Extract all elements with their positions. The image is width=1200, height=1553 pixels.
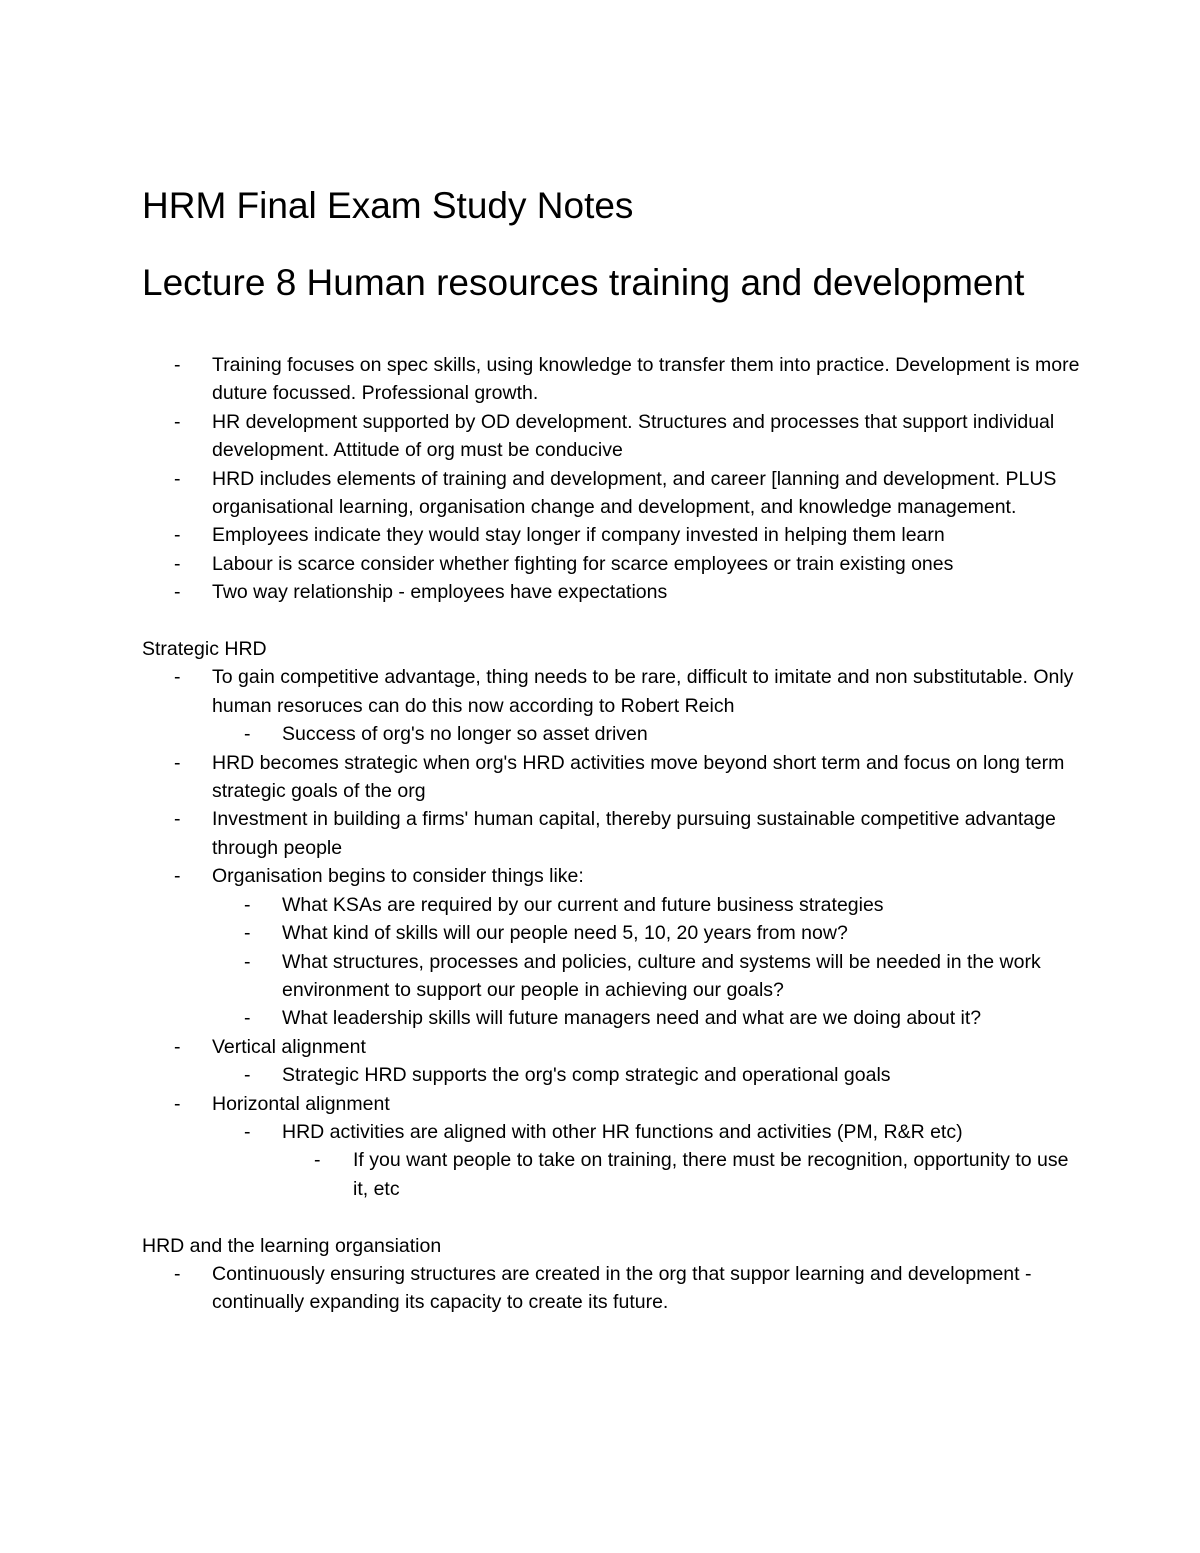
- list-item-text: Continuously ensuring structures are created in the org that suppor learning and development - continually expanding its capacity to create its future.: [212, 1262, 1032, 1314]
- list-item-text: Two way relationship - employees have expectations: [212, 581, 668, 604]
- bullet-dash: -: [174, 1092, 181, 1115]
- bullet-dash: -: [174, 467, 181, 490]
- list-item: [142, 578, 1082, 606]
- list-item: [142, 1061, 1082, 1089]
- list-item: [142, 521, 1082, 549]
- strategic-hrd-bullet-list: [142, 663, 1082, 1203]
- list-item-text: What structures, processes and policies, culture and systems will be needed in the work environment to support our people in achieving our goals?: [282, 950, 1041, 1001]
- list-item-text: HRD activities are aligned with other HR functions and activities (PM, R&R etc): [282, 1120, 963, 1143]
- bullet-dash: -: [174, 1262, 181, 1285]
- list-item-text: To gain competitive advantage, thing needs to be rare, difficult to imitate and non substitutable. Only human resoruces can do this now according to Robert Reich: [212, 666, 1074, 717]
- list-item: [142, 1033, 1082, 1061]
- list-item-text: HR development supported by OD development. Structures and processes that support individual development. Attitude of org must be conducive: [212, 410, 1055, 462]
- list-item-text: Organisation begins to consider things like:: [212, 865, 584, 888]
- bullet-dash: -: [174, 581, 181, 604]
- list-item-text: What KSAs are required by our current and future business strategies: [282, 893, 884, 916]
- list-item-text: What leadership skills will future managers need and what are we doing about it?: [282, 1007, 982, 1030]
- list-item-text: Strategic HRD supports the org's comp strategic and operational goals: [282, 1064, 891, 1087]
- bullet-dash: -: [244, 893, 251, 916]
- section-heading-learning-organisation: HRD and the learning organsiation: [142, 1234, 442, 1257]
- bullet-dash: -: [174, 354, 181, 376]
- list-item: [142, 351, 1082, 408]
- bullet-dash: -: [244, 1120, 251, 1143]
- bullet-dash: -: [244, 723, 251, 746]
- list-item: [142, 919, 1082, 947]
- bullet-dash: -: [244, 1007, 251, 1030]
- list-item: [142, 465, 1082, 522]
- list-item: [142, 1146, 1082, 1203]
- list-item-text: HRD includes elements of training and development, and career [lanning and development. PLUS organisational learning, organisation change and development, and knowledge management.: [212, 467, 1057, 519]
- bullet-dash: -: [244, 950, 251, 973]
- bullet-dash: -: [244, 1064, 251, 1087]
- section-heading-strategic-hrd: Strategic HRD: [142, 638, 267, 661]
- list-item-text: Labour is scarce consider whether fighting for scarce employees or train existing ones: [212, 552, 954, 575]
- list-item: [142, 805, 1082, 862]
- bullet-dash: -: [174, 552, 181, 575]
- list-item: [142, 948, 1082, 1005]
- bullet-dash: -: [174, 808, 181, 831]
- bullet-dash: -: [174, 1035, 181, 1058]
- bullet-dash: -: [174, 865, 181, 888]
- list-item: [142, 550, 1082, 578]
- list-item-text: Horizontal alignment: [212, 1092, 390, 1115]
- list-item-text: HRD becomes strategic when org's HRD activities move beyond short term and focus on long term strategic goals of the org: [212, 751, 1065, 803]
- list-item: [142, 1004, 1082, 1032]
- bullet-dash: -: [174, 666, 181, 689]
- list-item-text: If you want people to take on training, there must be recognition, opportunity to use it, etc: [353, 1149, 1069, 1200]
- bullet-dash: -: [174, 524, 181, 547]
- list-item: [142, 1118, 1082, 1146]
- list-item-text: Investment in building a firms' human capital, thereby pursuing sustainable competitive advantage through people: [212, 808, 1056, 859]
- list-item-text: Success of org's no longer so asset driven: [282, 723, 648, 746]
- bullet-dash: -: [244, 922, 251, 945]
- intro-bullet-list: [142, 351, 1082, 607]
- learning-organisation-bullet-list: [142, 1260, 1082, 1317]
- list-item-text: Training focuses on spec skills, using knowledge to transfer them into practice. Development is more duture focussed. Professional growth.: [212, 354, 1080, 405]
- document-page: [142, 180, 1082, 1317]
- list-item: [142, 1090, 1082, 1118]
- bullet-dash: -: [174, 410, 181, 433]
- list-item: [142, 408, 1082, 465]
- list-item: [142, 1260, 1082, 1317]
- list-item: [142, 862, 1082, 890]
- list-item-text: Employees indicate they would stay longer if company invested in helping them learn: [212, 524, 945, 547]
- list-item: [142, 749, 1082, 806]
- list-item-text: Vertical alignment: [212, 1035, 366, 1058]
- list-item: [142, 891, 1082, 919]
- lecture-heading: Lecture 8 Human resources training and development: [142, 262, 1025, 303]
- list-item: [142, 663, 1082, 720]
- bullet-dash: -: [314, 1149, 321, 1172]
- list-item: [142, 720, 1082, 748]
- list-item-text: What kind of skills will our people need 5, 10, 20 years from now?: [282, 922, 848, 945]
- document-title: HRM Final Exam Study Notes: [142, 185, 634, 226]
- bullet-dash: -: [174, 751, 181, 774]
